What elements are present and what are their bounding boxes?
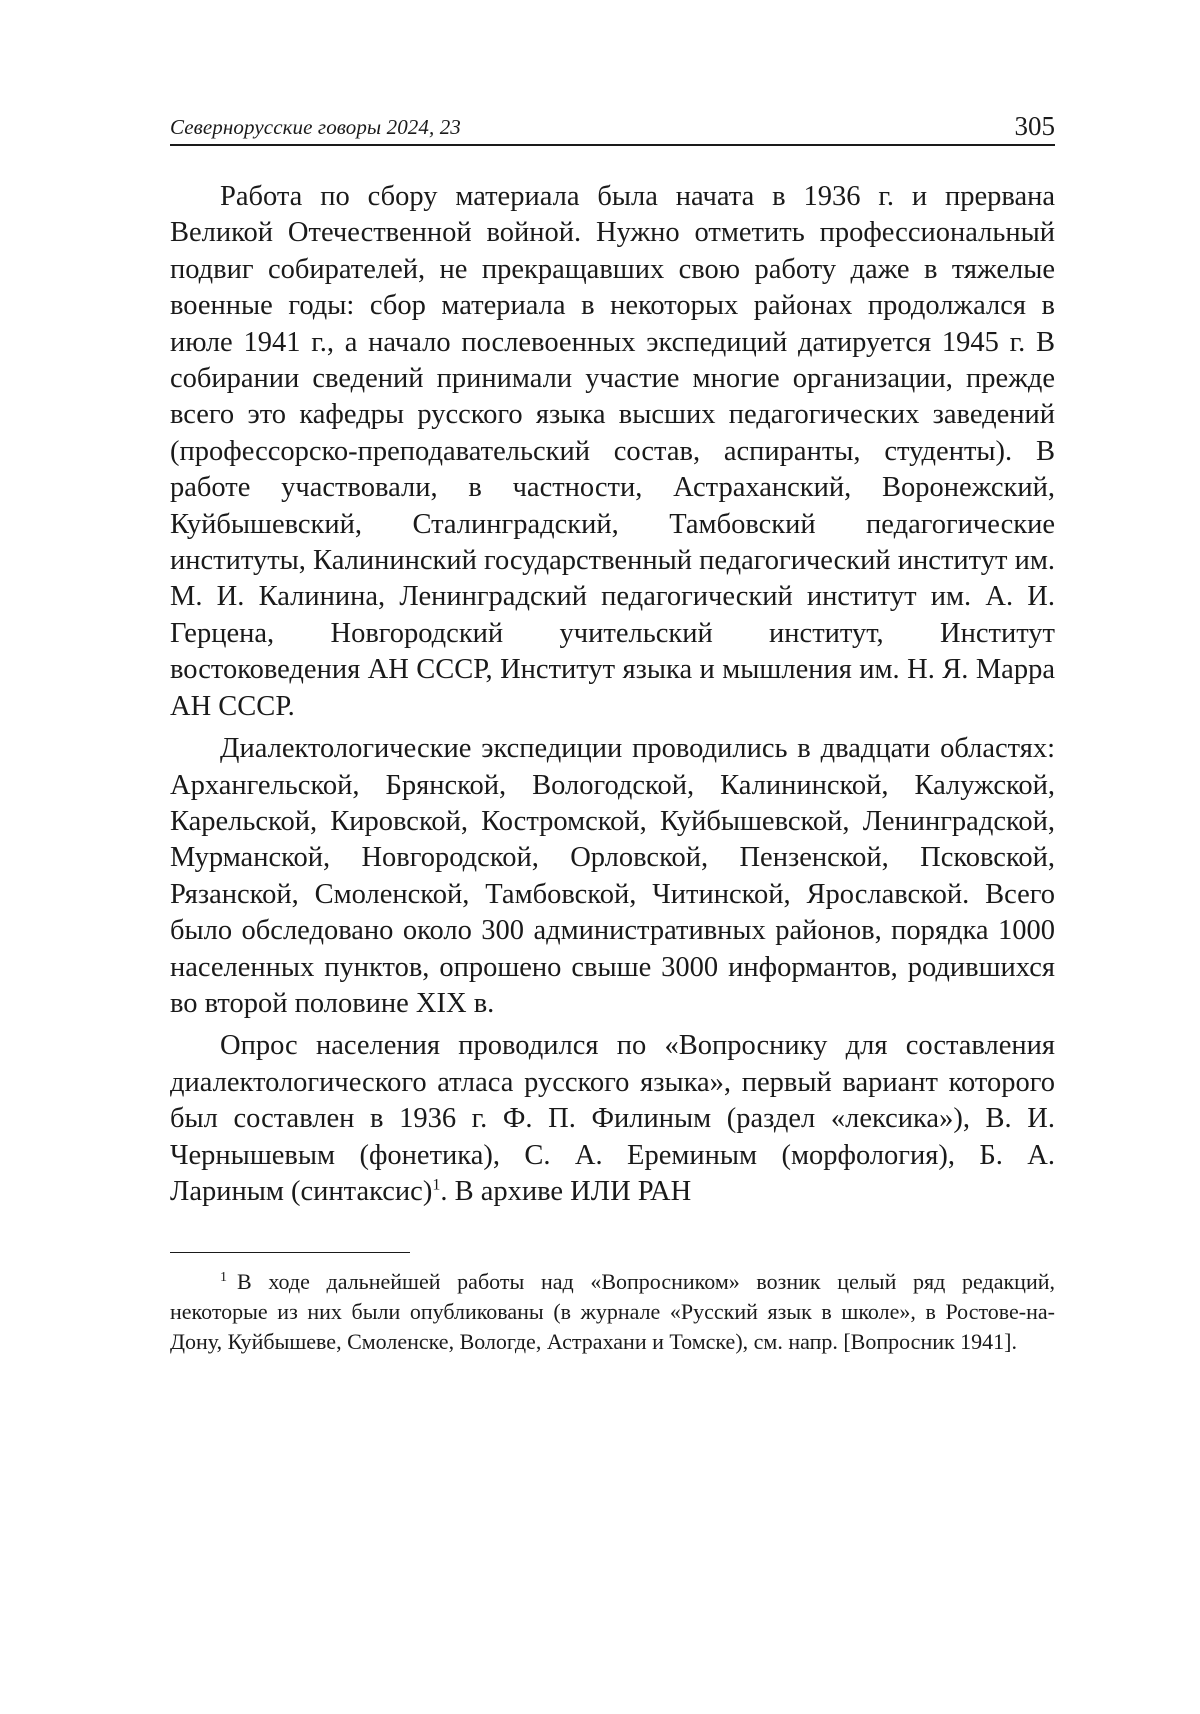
paragraph-2: Диалектологические экспедиции проводились в двадцати областях: Архангельской, Брянской, Вологодской, Калининской, Калужской, Карельской, Кировской, Костромской, Куйбышевской, Ленинградской, Мурманской, Новгородской, Орловской, Пензенской, Псковской, Рязанской, Смоленской, Тамбовской, Читинской, Ярославской. Всего было обследовано около 300 административных районов, порядка 1000 населенных пунктов, опрошено свыше 3000 информантов, родившихся во второй половине XIX в. xyxy=(170,733,1055,1019)
footnote-text: В ходе дальнейшей работы над «Вопросником» возник целый ряд редакций, некоторые из них были опубликованы (в журнале «Русский язык в школе», в Ростове-на-Дону, Куйбышеве, Смоленске, Вологде, Астрахани и Томске), см. напр. [Вопросник 1941]. xyxy=(170,1269,1055,1355)
footnote-reference[interactable]: 1 xyxy=(432,1176,441,1194)
running-header xyxy=(170,100,1055,146)
footnote xyxy=(170,1267,1055,1357)
page-number: 305 xyxy=(1014,111,1055,141)
page xyxy=(170,100,1055,1357)
journal-title: Севернорусские говоры 2024, 23 xyxy=(170,115,461,139)
paragraph-3 xyxy=(170,1028,1055,1210)
main-text xyxy=(170,179,1055,1210)
paragraph-3-text-end: . В архиве ИЛИ РАН xyxy=(440,1175,692,1207)
footnote-separator xyxy=(170,1252,410,1253)
paragraph-3-text: Опрос населения проводился по «Вопроснику для составления диалектологического атласа русского языка», первый вариант которого был составлен в 1936 г. Ф. П. Филиным (раздел «лексика»), В. И. Чернышевым (фонетика), С. А. Ереминым (морфология), Б. А. Лариным (синтаксис) xyxy=(170,1030,1055,1207)
footnote-mark: 1 xyxy=(220,1270,227,1286)
paragraph-1: Работа по сбору материала была начата в 1936 г. и прервана Великой Отечественной войной. Нужно отметить профессиональный подвиг собирателей, не прекращавших свою работу даже в тяжелые военные годы: сбор материала в некоторых районах продолжался в июле 1941 г., а начало послевоенных экспедиций датируется 1945 г. В собирании сведений принимали участие многие организации, прежде всего это кафедры русского языка высших педагогических заведений (профессорско-преподавательский состав, аспиранты, студенты). В работе участвовали, в частности, Астраханский, Воронежский, Куйбышевский, Сталинградский, Тамбовский педагогические институты, Калининский государственный педагогический институт им. М. И. Калинина, Ленинградский педагогический институт им. А. И. Герцена, Новгородский учительский институт, Институт востоковедения АН СССР, Институт языка и мышления им. Н. Я. Марра АН СССР. xyxy=(170,181,1055,722)
